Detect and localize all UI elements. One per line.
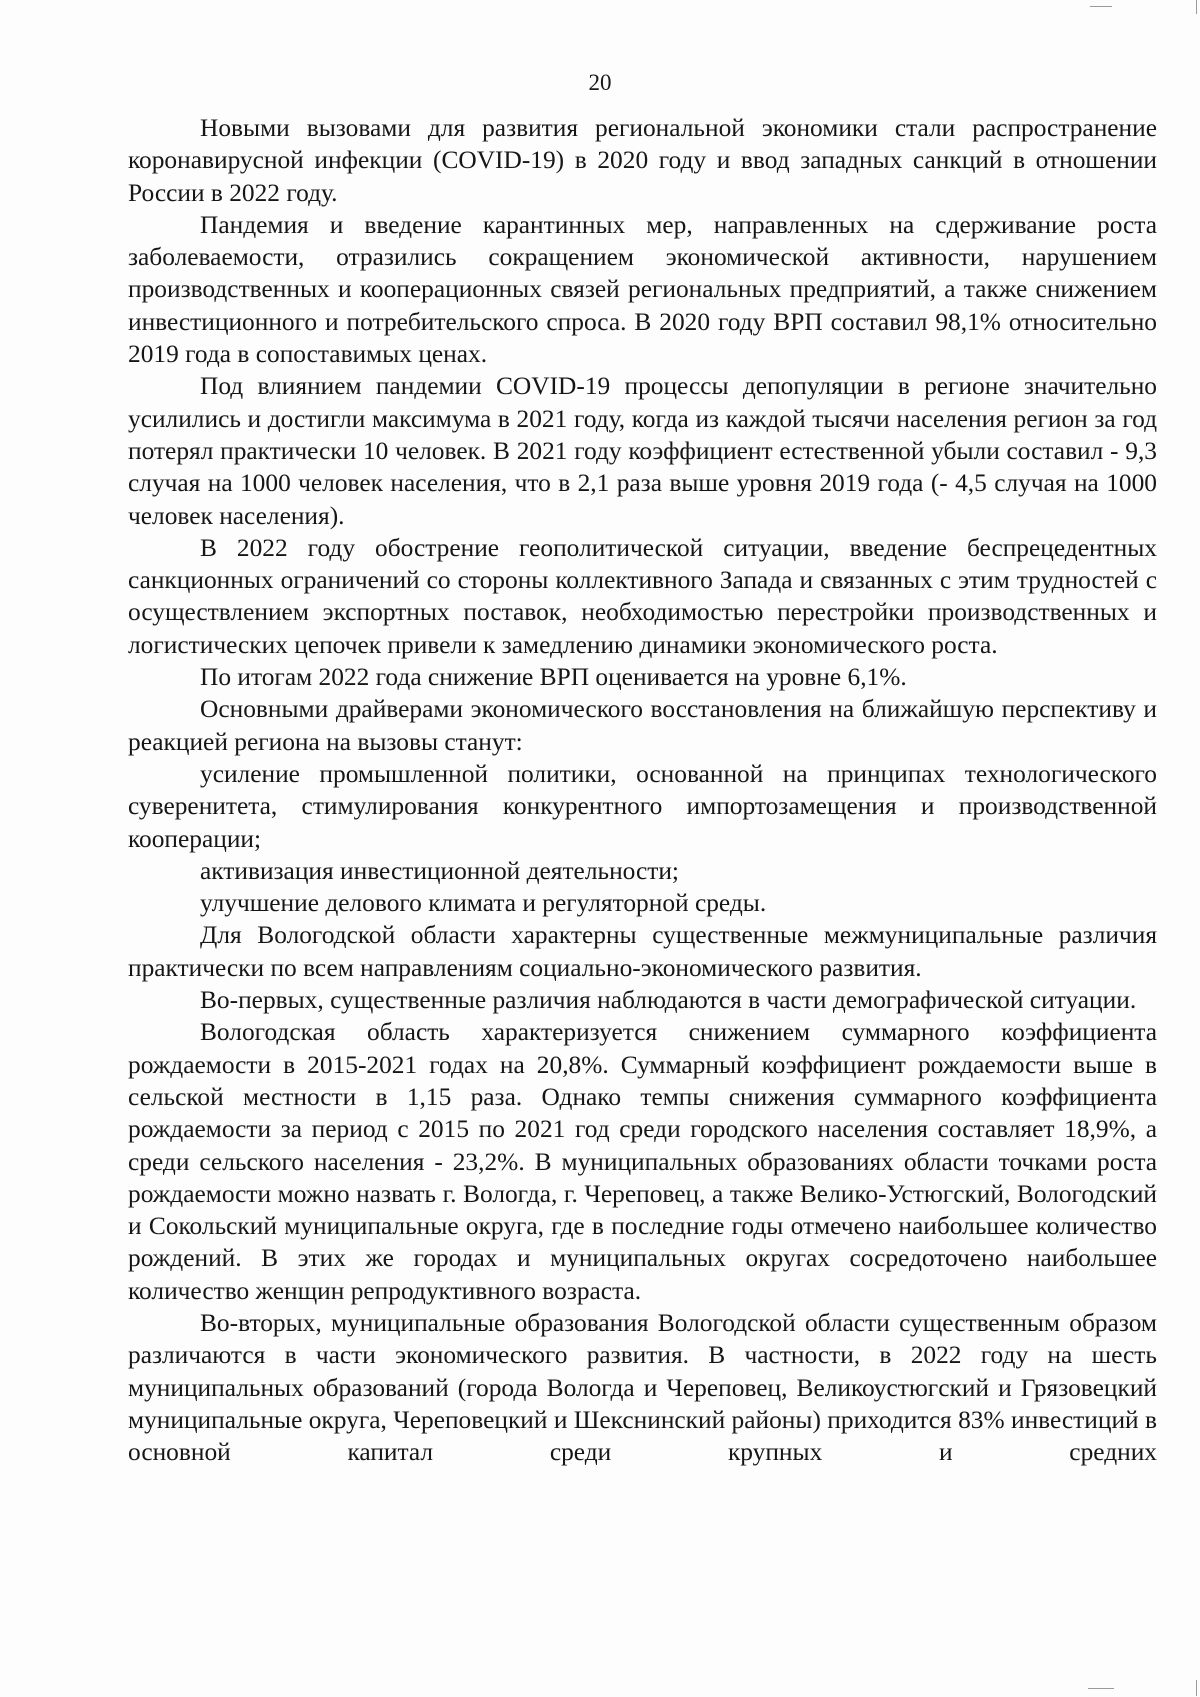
paragraph-municipal-differences: Для Вологодской области характерны существенные межмуниципальные различия практически по всем направлениям социально-экономического развития. bbox=[128, 921, 1157, 982]
paragraph-geopolitics: В 2022 году обострение геополитической ситуации, введение беспрецедентных санкционных ограничений со стороны коллективного Запада и связанных с этим трудностей с осуществлением экспортных поставок, необходимостью перестройки производственных и логистических цепочек привели к замедлению динамики экономического роста. bbox=[128, 533, 1157, 659]
paragraph-firstly-demography: Во-первых, существенные различия наблюдаются в части демографической ситуации. bbox=[200, 986, 1137, 1015]
paragraph-pandemic: Пандемия и введение карантинных мер, направленных на сдерживание роста заболеваемости, отразились сокращением экономической активности, нарушением производственных и кооперационных связей региональных предприятий, а также снижением инвестиционного и потребительского спроса. В 2020 году ВРП составил 98,1% относительно 2019 года в сопоставимых ценах. bbox=[128, 210, 1157, 369]
paragraph-secondly-economy: Во-вторых, муниципальные образования Вологодской области существенным образом различаются в части экономического развития. В частности, в 2022 году на шесть муниципальных образований (города Вологда и Череповец, Великоустюгский и Грязовецкий муниципальные округа, Череповецкий и Шекснинский районы) приходится 83% инвестиций в основной капитал среди крупных и средних bbox=[128, 1308, 1157, 1467]
paragraph-grp-decline: По итогам 2022 года снижение ВРП оценивается на уровне 6,1%. bbox=[200, 663, 907, 692]
scan-mark-top-right bbox=[1090, 6, 1112, 7]
scan-mark-top-right-edge bbox=[1196, 0, 1197, 14]
paragraph-drivers-intro: Основными драйверами экономического восстановления на ближайшую перспективу и реакцией региона на вызовы станут: bbox=[128, 695, 1157, 756]
paragraph-depopulation: Под влиянием пандемии COVID-19 процессы депопуляции в регионе значительно усилились и достигли максимума в 2021 году, когда из каждой тысячи населения регион за год потерял практически 10 человек. В 2021 году коэффициент естественной убыли составил - 9,3 случая на 1000 человек населения, что в 2,1 раза выше уровня 2019 года (- 4,5 случая на 1000 человек населения). bbox=[128, 372, 1157, 530]
paragraph-new-challenges: Новыми вызовами для развития региональной экономики стали распространение коронавирусной инфекции (COVID-19) в 2020 году и ввод западных санкций в отношении России в 2022 году. bbox=[128, 114, 1157, 207]
list-item-industrial-policy: усиление промышленной политики, основанной на принципах технологического суверенитета, стимулирования конкурентного импортозамещения и производственной кооперации; bbox=[128, 759, 1157, 853]
list-item-investment: активизация инвестиционной деятельности; bbox=[200, 856, 679, 885]
document-body bbox=[128, 112, 1157, 1468]
list-item-business-climate: улучшение делового климата и регуляторной среды. bbox=[200, 889, 767, 918]
scan-mark-bottom-right-edge bbox=[1196, 1680, 1197, 1696]
paragraph-birth-rate: Вологодская область характеризуется снижением суммарного коэффициента рождаемости в 2015-2021 годах на 20,8%. Суммарный коэффициент рождаемости выше в сельской местности в 1,15 раза. Однако темпы снижения суммарного коэффициента рождаемости за период с 2015 по 2021 год среди городского населения составляет 18,9%, а среди сельского населения - 23,2%. В муниципальных образованиях области точками роста рождаемости можно назвать г. Вологда, г. Череповец, а также Велико-Устюгский, Вологодский и Сокольский муниципальные округа, где в последние годы отмечено наибольшее количество рождений. В этих же городах и муниципальных округах сосредоточено наибольшее количество женщин репродуктивного возраста. bbox=[128, 1018, 1157, 1305]
scan-mark-bottom-right bbox=[1088, 1688, 1114, 1689]
page-number: 20 bbox=[588, 70, 612, 95]
